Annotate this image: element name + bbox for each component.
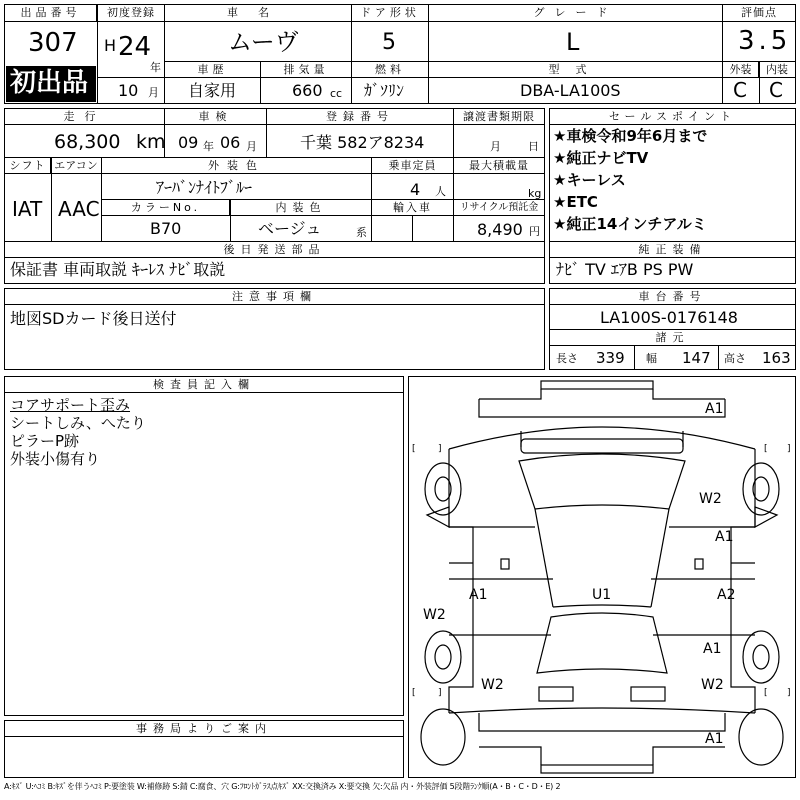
ac-label: エアコン — [51, 158, 101, 174]
width: 147 — [682, 349, 711, 367]
door-label: ドア形状 — [352, 5, 428, 22]
ext-color-label: 外装色 — [102, 158, 371, 174]
svg-text:[: [ — [412, 444, 416, 454]
inspector-notes — [10, 396, 146, 468]
ac: AAC — [58, 197, 100, 221]
inspector-line: シートしみ、へたり — [10, 414, 146, 432]
svg-text:]: ] — [787, 688, 791, 698]
mileage: 68,300 — [54, 131, 121, 153]
import-label: 輸入車 — [372, 200, 453, 216]
capacity: 4 — [410, 180, 421, 199]
exterior-label: 外装 — [723, 62, 759, 78]
sales-points-list — [553, 129, 793, 239]
damage-mark-right-front-wheel: W2 — [699, 491, 722, 507]
car-name: ムーヴ — [228, 28, 299, 56]
shift: IAT — [12, 197, 43, 221]
office-label: 事務局よりご案内 — [5, 721, 403, 737]
ext-color: ｱｰﾊﾞﾝﾅｲﾄﾌﾞﾙｰ — [156, 178, 253, 197]
lot-number: 307 — [28, 28, 78, 58]
sales-points-label: セールスポイント — [550, 109, 795, 125]
chassis-label: 車台番号 — [550, 289, 795, 305]
shift-label: シフト — [5, 158, 51, 174]
reg-month: 10 — [118, 81, 139, 100]
max-load-unit: kg — [528, 187, 542, 200]
mileage-label: 走行 — [5, 109, 164, 125]
damage-mark-rear-bumper: A1 — [705, 731, 724, 747]
transfer-label: 譲渡書類期限 — [454, 109, 544, 125]
plate-label: 登録番号 — [267, 109, 453, 125]
inspection-label: 車検 — [165, 109, 266, 125]
max-load-label: 最大積載量 — [454, 158, 544, 174]
int-color-unit: 系 — [356, 226, 367, 239]
year-unit: 年 — [150, 61, 161, 74]
displacement: 660 — [292, 81, 323, 100]
color-no: B70 — [150, 219, 182, 238]
sales-point: ★ETC — [553, 193, 598, 211]
dims-label: 諸元 — [550, 330, 795, 346]
interior-label: 内装 — [759, 62, 795, 78]
car-name-label: 車名 — [165, 5, 351, 22]
inspection-year: 09 — [178, 133, 199, 152]
width-label: 幅 — [646, 352, 657, 365]
door-count: 5 — [382, 30, 396, 55]
damage-mark-right-rear-panel: A1 — [703, 641, 722, 657]
notes-text: 地図SDカード後日送付 — [10, 309, 177, 328]
first-listing-text: 初出品 — [10, 68, 89, 98]
exterior-grade: C — [733, 78, 747, 102]
score-label: 評価点 — [723, 5, 795, 22]
mileage-unit: km — [136, 131, 166, 153]
recycle-fee: 8,490 — [477, 220, 523, 239]
inspector-label: 検査員記入欄 — [5, 377, 403, 393]
svg-text:[: [ — [764, 444, 768, 454]
svg-text:[: [ — [412, 688, 416, 698]
later-parts: 保証書 車両取説 ｷｰﾚｽ ﾅﾋﾞ取説 — [10, 260, 226, 279]
inspection-year-unit: 年 — [203, 140, 214, 153]
inspector-line: 外装小傷有り — [10, 450, 101, 468]
plate-number: 千葉 582ア8234 — [300, 133, 425, 152]
car-damage-diagram — [409, 377, 795, 777]
fuel: ｶﾞｿﾘﾝ — [364, 81, 405, 100]
damage-legend: A:ｷｽﾞ U:ﾍｺﾐ B:ｷｽﾞを伴うﾍｺﾐ P:要塗装 W:補修跡 S:錆 C:腐食、穴 G:ﾌﾛﾝﾄｶﾞﾗｽ点ｷｽﾞ XX:交換済み X:要交換 欠:欠品 内・外装評価 5段階ﾗﾝｸ順(A・B・C・D・E) 2 — [4, 782, 561, 791]
length: 339 — [596, 349, 625, 367]
capacity-label: 乗車定員 — [372, 158, 453, 174]
damage-mark-right-rear-wheel: W2 — [701, 677, 724, 693]
svg-text:]: ] — [787, 444, 791, 454]
history: 自家用 — [188, 81, 237, 100]
transfer-day: 日 — [528, 140, 539, 153]
color-no-label: カラーNo. — [102, 200, 230, 216]
svg-text:]: ] — [438, 444, 442, 454]
recycle-unit: 円 — [529, 225, 540, 238]
damage-mark-front-bumper: A1 — [705, 401, 724, 417]
genuine-label: 純正装備 — [550, 242, 795, 258]
damage-mark-right-rear-door: A2 — [717, 587, 736, 603]
int-color: ベージュ — [258, 219, 322, 238]
svg-text:[: [ — [764, 688, 768, 698]
model-label: 型式 — [429, 62, 722, 78]
recycle-label: リサイクル預託金 — [454, 200, 544, 216]
later-parts-label: 後日発送部品 — [5, 242, 544, 258]
svg-text:]: ] — [438, 688, 442, 698]
damage-mark-left-rear-door: A1 — [469, 587, 488, 603]
inspection-month: 06 — [220, 133, 241, 152]
chassis-number: LA100S-0176148 — [600, 308, 738, 327]
damage-mark-left-rear-panel: W2 — [423, 607, 446, 623]
grade: L — [566, 28, 580, 56]
displacement-label: 排気量 — [261, 62, 351, 78]
score: 3.5 — [738, 26, 792, 56]
damage-mark-left-rear-wheel: W2 — [481, 677, 504, 693]
first-reg-label: 初度登録 — [98, 5, 164, 22]
sales-point: ★純正ナビTV — [553, 149, 649, 167]
lot-no-label: 出品番号 — [5, 5, 97, 22]
month-unit: 月 — [148, 86, 159, 99]
sales-point: ★純正14インチアルミ — [553, 215, 707, 233]
inspection-month-unit: 月 — [246, 140, 257, 153]
era: H — [104, 36, 117, 55]
displacement-unit: cc — [330, 87, 343, 100]
grade-label: グレード — [429, 5, 722, 22]
transfer-month: 月 — [490, 140, 501, 153]
notes-label: 注意事項欄 — [5, 289, 544, 305]
int-color-label: 内装色 — [231, 200, 371, 216]
capacity-unit: 人 — [435, 185, 446, 198]
height-label: 高さ — [724, 352, 746, 365]
interior-grade: C — [769, 78, 783, 102]
model: DBA-LA100S — [520, 81, 621, 100]
damage-mark-roof: U1 — [592, 587, 612, 603]
sales-point: ★車検令和9年6月まで — [553, 127, 708, 145]
fuel-label: 燃料 — [352, 62, 428, 78]
reg-year: 24 — [118, 32, 152, 62]
sales-point: ★キーレス — [553, 171, 626, 189]
inspector-line: コアサポート歪み — [10, 396, 131, 414]
length-label: 長さ — [556, 352, 578, 365]
inspector-line: ピラーP跡 — [10, 432, 80, 450]
history-label: 車歴 — [165, 62, 260, 78]
genuine-equipment: ﾅﾋﾞ TV ｴｱB PS PW — [556, 260, 694, 279]
damage-mark-right-front-fender: A1 — [715, 529, 734, 545]
height: 163 — [762, 349, 791, 367]
